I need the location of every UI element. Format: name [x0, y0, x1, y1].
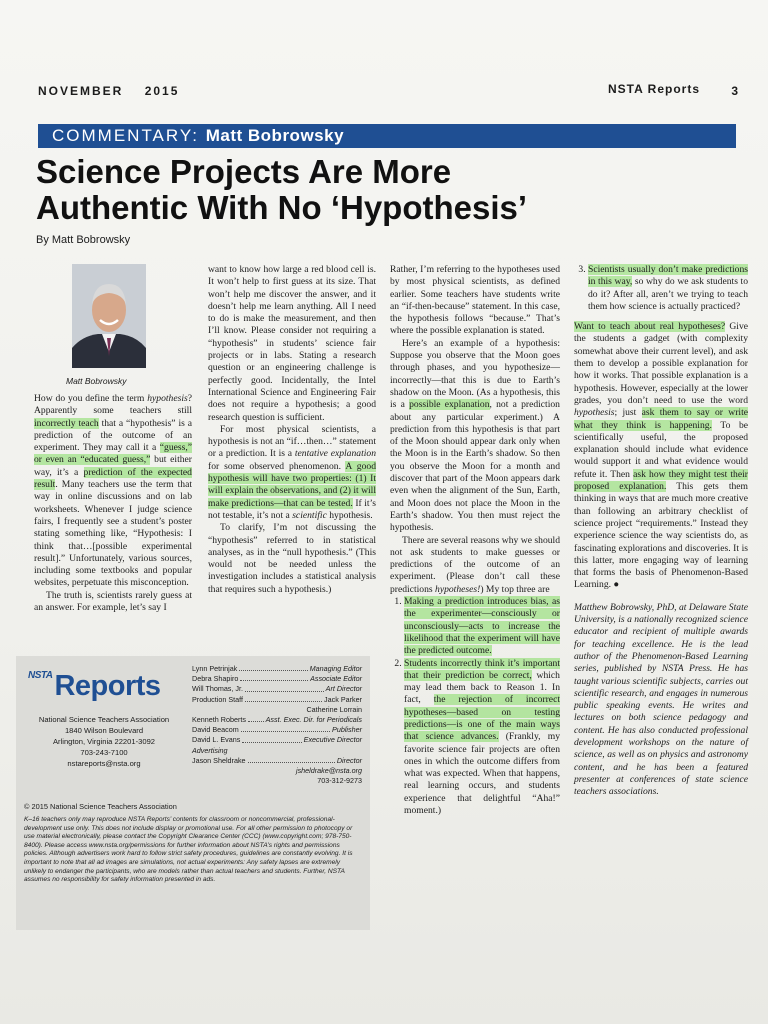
paragraph: Want to teach about real hypotheses? Give the students a gadget (with complexity somewhat above their current level), and ask them to develop a possible explanation for how it works. That possible explanation is a hypothesis. However, especially at the lower grades, you don’t need to use the word hypothesis; just ask them to say or write what they think is happening. To be scientifically useful, the proposed explanation should include what evidence would support it and what evidence would refute it. Then ask how they might test their proposed explanation. This gets them thinking in ways that are much more creative than following an arbitrary checklist of science project “requirements.” Instead they experience science the way scientists do, as fascinating explorations and discoveries. It is this latter, more engaging way of learning that forms the basis of Phenomenon-Based Learning. ● — [574, 321, 748, 591]
organization-address: National Science Teachers Association 1840 Wilson Boulevard Arlington, Virginia 22201-3092 703-243-7100 nstareports@nsta.org — [38, 715, 170, 768]
author-photo — [72, 264, 146, 368]
headline-line-1: Science Projects Are More — [36, 153, 452, 190]
banner-author: Matt Bobrowsky — [205, 126, 345, 145]
staff-row: Lynn Petrinjak Managing Editor — [192, 664, 362, 673]
advertising-email: jsheldrake@nsta.org — [295, 766, 362, 776]
commentary-banner — [38, 124, 736, 148]
publication-name: NSTA Reports — [607, 82, 700, 96]
list-item: 3. Scientists usually don’t make predictions in this way, so why do we ask students to do it? After all, aren’t we trying to teach them how science is actually practiced? — [588, 264, 748, 313]
staff-row: Debra Shapiro Associate Editor — [192, 674, 362, 684]
byline: By Matt Bobrowsky — [36, 234, 131, 246]
headline-line-2: Authentic With No ‘Hypothesis’ — [36, 189, 528, 226]
page-number: 3 — [731, 84, 740, 98]
paragraph: Rather, I’m referring to the hypotheses used by most physical scientists, as defined earlier. Some teachers have students write an “if-then-because” statement. In this case, the hypothesis follows “because.” That’s where the possible explanation is stated. — [390, 264, 560, 337]
paragraph: How do you define the term hypothesis? Apparently some teachers still incorrectly teach that a “hypothesis” is a prediction of the outcome of an experiment. They may call it a “guess,” or even an “educated guess,” but either way, it’s a prediction of the expected result. Many teachers use the term that way in online discussions and on lab worksheets. Whenever I judge science fairs, I frequently see a student’s poster stating something like, “Hypothesis: I think that…[possible experimental result].” Unfortunately, various sources, including some textbooks and popular websites, perpetuate this misconception. — [34, 393, 192, 589]
article-column-4 — [574, 264, 748, 798]
staff-row: Production Staff Jack Parker — [192, 694, 362, 704]
page-folio — [38, 82, 740, 102]
article-column-2 — [208, 264, 376, 596]
staff-row: David L. Evans Executive Director — [192, 735, 362, 745]
advertising-phone: 703-312-9273 — [317, 776, 362, 786]
staff-row: Jason Sheldrake Director — [192, 755, 362, 765]
article-headline — [36, 154, 736, 226]
paragraph: For most physical scientists, a hypothesis is not an “if…then…” statement or a prediction. It is a tentative explanation for some observed phenomenon. A good hypothesis will have two properties: (1) It will explain the observations, and (2) it will make predictions—that can be tested. If it’s not testable, it’s not a scientific hypothesis. — [208, 423, 376, 521]
nsta-reports-logo: $^{NSTA}$Reports — [28, 670, 161, 702]
article-column-1 — [34, 393, 192, 614]
photo-caption: Matt Bobrowsky — [66, 376, 127, 386]
staff-row: Kenneth Roberts Asst. Exec. Dir. for Periodicals — [192, 715, 362, 725]
list-item: 1. Making a prediction introduces bias, as the experimenter—consciously or unconsciously—acts to increase the likelihood that the experiment will have the predicted outcome. — [404, 596, 560, 657]
author-bio: Matthew Bobrowsky, PhD, at Delaware State University, is a nationally recognized science educator and recipient of multiple awards for teaching excellence. He is the lead author of the Phenomenon-Based Learning series, published by NSTA Press. He has taught various scientific subjects, carries out scientific research, and engages in numerous public speaking events. He writes and lectures on both science pedagogy and content. He has also conducted professional development workshops on the nature of science, as well as on physics and astronomy content, and he has been a featured presenter at conferences of state science teachers associations. — [574, 601, 748, 798]
staff-row: Will Thomas, Jr. Art Director — [192, 684, 362, 694]
advertising-label: Advertising — [192, 745, 228, 755]
paragraph: To clarify, I’m not discussing the “hypothesis” referred to in statistical analyses, as in the “null hypothesis.” (This would not be needed unless the investigation includes a statistical analysis that requires such a hypothesis.) — [208, 522, 376, 595]
article-column-3 — [390, 264, 560, 817]
paragraph: The truth is, scientists rarely guess at an answer. For example, let’s say I — [34, 589, 192, 614]
reasons-list-continued — [574, 264, 748, 313]
paragraph: Here’s an example of a hypothesis: Suppose you observe that the Moon goes through phases, and you hypothesize—incorrectly—that this is due to Earth’s shadow on the Moon. (As a hypothesis, this is a possible explanation, not a prediction about any particular experiment.) A prediction from this hypothesis is that part of the Moon should appear dark only when the Moon is in the Earth’s shadow. So then you observe the Moon for a month and discover that part of the Moon appears dark even when the alignment of the Sun, Earth, and Moon does not place the Moon in the Earth’s shadow. You then must reject the hypothesis. — [390, 337, 560, 534]
author-portrait-image — [72, 264, 146, 368]
reasons-list — [390, 596, 560, 817]
staff-list — [192, 664, 362, 786]
paragraph: want to know how large a red blood cell is. It won’t help to first guess at its size. That won’t help me discover the answer, and it doesn’t help me learn anything. All I need to do is make the measurement, and then I’ll know. Please consider not requiring a “hypothesis” in students’ science fair projects or in labs. Stating a research question or an engineering challenge is perfectly good. Incidentally, the Intel International Science and Engineering Fair does not require a hypothesis; a good research question is sufficient. — [208, 264, 376, 423]
list-item: 2. Students incorrectly think it’s important that their prediction be correct, which may lead them back to Reason 1. In fact, the rejection of incorrect hypotheses—based on testing predictions—is one of the main ways that science advances. (Frankly, my favorite science fair projects are often ones in which the outcome differs from what was expected. When that happens, real learning occurs, and students experience that delightful “Aha!” moment.) — [404, 658, 560, 818]
permissions-fineprint: K–16 teachers only may reproduce NSTA Reports’ contents for classroom or noncommercial, professional-development use only. This does not include display or promotional use. For all other permission to photocopy or use material electronically, please contact the Copyright Clearance Center (CCC) (www.copyright.com; 978-750-8400). Please access www.nsta.org/permissions for further information about NSTA’s rights and permissions policies. Although advertisers work hard to follow strict safety procedures, guidelines are constantly evolving. It is important to note that all ad images are simulations, not actual experiments: Any safety lapses are extremely unlikely to endanger the participants, who are models rather than actual teachers and students. Further, NSTA assumes no responsibility for safety information presented in ads. — [24, 816, 353, 884]
staff-row: Catherine Lorrain — [306, 704, 362, 714]
copyright-notice: © 2015 National Science Teachers Association — [24, 802, 177, 811]
paragraph: There are several reasons why we should not ask students to make guesses or predictions of the outcome of an experiment. (Please don’t call these predictions hypotheses!) My top three are — [390, 534, 560, 595]
masthead-box — [16, 656, 370, 930]
issue-date: NOVEMBER 2015 — [38, 84, 180, 98]
section-label: COMMENTARY: — [52, 126, 199, 145]
staff-row: David Beacom Publisher — [192, 725, 362, 735]
